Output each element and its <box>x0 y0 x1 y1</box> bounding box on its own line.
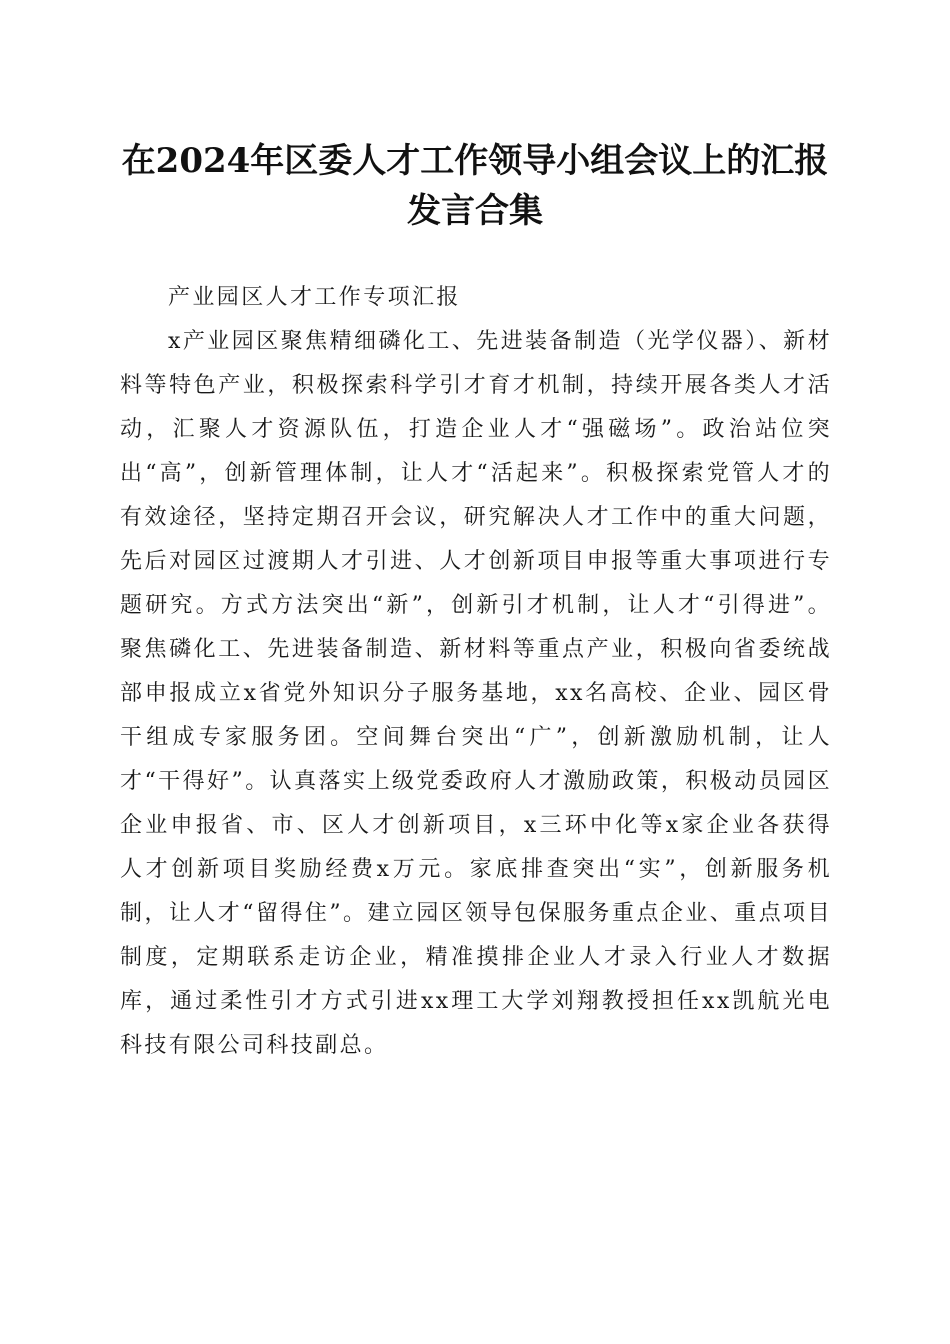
document-body <box>120 276 832 1068</box>
document-title: 在2024年区委人才工作领导小组会议上的汇报发言合集 <box>121 141 829 231</box>
body-paragraph: x产业园区聚焦精细磷化工、先进装备制造（光学仪器）、新材料等特色产业，积极探索科学引才育才机制，持续开展各类人才活动，汇聚人才资源队伍，打造企业人才“强磁场”。政治站位突出“高”，创新管理体制，让人才“活起来”。积极探索党管人才的有效途径，坚持定期召开会议，研究解决人才工作中的重大问题，先后对园区过渡期人才引进、人才创新项目申报等重大事项进行专题研究。方式方法突出“新”，创新引才机制，让人才“引得进”。聚焦磷化工、先进装备制造、新材料等重点产业，积极向省委统战部申报成立x省党外知识分子服务基地，xx名高校、企业、园区骨干组成专家服务团。空间舞台突出“广”，创新激励机制，让人才“干得好”。认真落实上级党委政府人才激励政策，积极动员园区企业申报省、市、区人才创新项目，x三环中化等x家企业各获得人才创新项目奖励经费x万元。家底排查突出“实”，创新服务机制，让人才“留得住”。建立园区领导包保服务重点企业、重点项目制度，定期联系走访企业，精准摸排企业人才录入行业人才数据库，通过柔性引才方式引进xx理工大学刘翔教授担任xx凯航光电科技有限公司科技副总。 <box>120 329 832 1058</box>
section-heading: 产业园区人才工作专项汇报 <box>168 285 461 310</box>
